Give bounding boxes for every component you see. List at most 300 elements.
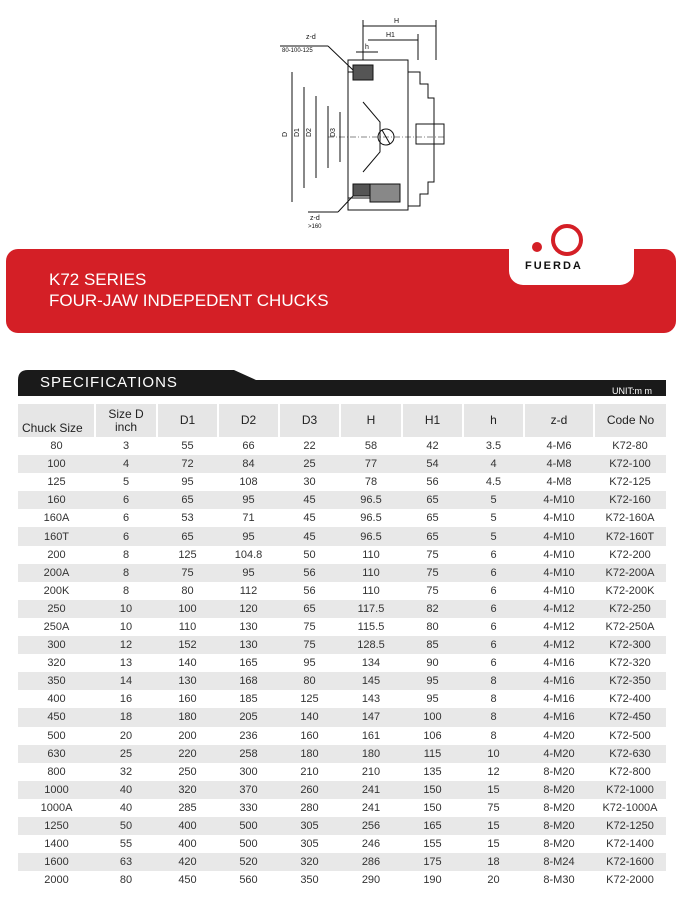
table-cell: 115 — [402, 745, 463, 763]
table-cell: 40 — [95, 781, 157, 799]
table-cell: 104.8 — [234, 548, 263, 561]
table-cell: 135 — [423, 765, 442, 778]
table-cell: 260 — [279, 781, 340, 799]
table-cell: 56 — [279, 564, 340, 582]
table-cell: 8 — [95, 564, 157, 582]
table-cell: 65 — [402, 491, 463, 509]
table-cell: 10 — [119, 620, 133, 633]
table-cell: 4-M20 — [543, 729, 575, 742]
table-cell: 800 — [47, 765, 66, 778]
table-cell: 75 — [487, 801, 500, 814]
table-cell: 12 — [95, 636, 157, 654]
table-cell: 130 — [218, 636, 279, 654]
table-cell: 190 — [423, 874, 442, 887]
header-zd: z-d — [524, 404, 594, 437]
table-cell: 8-M24 — [524, 853, 594, 871]
table-cell: 4-M8 — [546, 476, 572, 489]
table-cell: 4-M12 — [543, 620, 575, 633]
table-cell: 4-M16 — [543, 657, 575, 670]
table-row — [18, 564, 666, 582]
table-cell: 4-M10 — [543, 584, 575, 597]
table-cell: 10 — [463, 745, 524, 763]
table-cell: 200 — [47, 548, 66, 561]
table-cell: 8 — [490, 729, 497, 742]
table-cell: 320 — [157, 781, 218, 799]
table-cell: 30 — [303, 476, 316, 489]
table-cell: K72-2000 — [606, 874, 654, 887]
header-d3: D3 — [279, 404, 340, 437]
table-cell: 4 — [95, 455, 157, 473]
dim-D1-label: D1 — [294, 128, 301, 137]
table-cell: 286 — [340, 853, 402, 871]
table-cell: 450 — [18, 708, 95, 726]
table-cell: 125 — [300, 693, 319, 706]
table-cell: 110 — [340, 564, 402, 582]
table-cell: 160A — [43, 512, 70, 525]
table-cell: 75 — [279, 636, 340, 654]
table-cell: 185 — [239, 693, 258, 706]
table-cell: K72-160A — [605, 512, 655, 525]
table-cell: 96.5 — [340, 491, 402, 509]
table-cell: 32 — [119, 765, 133, 778]
table-cell: 630 — [18, 745, 95, 763]
table-cell: 4-M12 — [524, 600, 594, 618]
table-cell: 95 — [181, 476, 194, 489]
table-cell: 75 — [426, 548, 439, 561]
table-cell: 110 — [362, 584, 380, 597]
table-cell: K72-400 — [609, 693, 651, 706]
table-cell: K72-100 — [594, 455, 666, 473]
table-cell: 370 — [218, 781, 279, 799]
table-cell: 6 — [490, 657, 497, 670]
header-code-no: Code No — [594, 404, 666, 437]
table-cell: 250A — [43, 620, 70, 633]
table-cell: 130 — [157, 672, 218, 690]
table-cell: K72-160 — [594, 491, 666, 509]
dim-D2-label: D2 — [306, 128, 313, 137]
table-cell: 66 — [242, 440, 255, 453]
table-cell: 80 — [279, 672, 340, 690]
table-cell: 4-M12 — [524, 636, 594, 654]
table-cell: 115.5 — [357, 620, 385, 633]
dim-H-label: H — [394, 18, 400, 25]
table-cell: 147 — [340, 708, 402, 726]
table-row — [18, 745, 666, 763]
table-cell: 180 — [340, 745, 402, 763]
table-cell: 45 — [279, 527, 340, 545]
table-row — [18, 817, 666, 835]
table-cell: 8-M20 — [524, 781, 594, 799]
table-cell: 1000 — [18, 781, 95, 799]
table-cell: 6 — [122, 512, 130, 525]
table-cell: 3 — [122, 440, 130, 453]
dim-H1-label: H1 — [386, 32, 395, 39]
table-cell: 82 — [402, 600, 463, 618]
table-cell: 75 — [402, 564, 463, 582]
zd-top-range-label: 80-100-125 — [282, 48, 313, 54]
header-h-small: h — [463, 404, 524, 437]
table-row — [18, 654, 666, 672]
table-cell: 6 — [463, 564, 524, 582]
table-cell: 300 — [239, 765, 258, 778]
table-cell: 80 — [181, 584, 194, 597]
table-row — [18, 763, 666, 781]
table-cell: 12 — [487, 765, 500, 778]
table-cell: 420 — [157, 853, 218, 871]
table-cell: 6 — [463, 600, 524, 618]
table-cell: 80 — [50, 440, 63, 453]
table-cell: K72-800 — [609, 765, 651, 778]
table-cell: K72-160T — [594, 527, 666, 545]
table-cell: 160 — [18, 491, 95, 509]
table-cell: 210 — [300, 765, 319, 778]
table-cell: 95 — [426, 693, 439, 706]
table-cell: 520 — [218, 853, 279, 871]
table-cell: 400 — [157, 817, 218, 835]
zd-bottom-label: z-d — [310, 215, 320, 222]
series-title: K72 SERIES — [49, 270, 147, 289]
table-cell: 6 — [490, 548, 497, 561]
table-cell: 8 — [463, 672, 524, 690]
table-cell: 236 — [239, 729, 258, 742]
table-cell: 330 — [239, 801, 258, 814]
table-row — [18, 618, 666, 636]
table-row — [18, 690, 666, 708]
table-cell: 4-M16 — [524, 708, 594, 726]
table-cell: 140 — [178, 657, 197, 670]
table-cell: 500 — [218, 817, 279, 835]
table-cell: K72-125 — [609, 476, 651, 489]
table-cell: K72-300 — [594, 636, 666, 654]
table-cell: 450 — [178, 874, 197, 887]
table-cell: 350 — [18, 672, 95, 690]
table-cell: 4-M16 — [524, 672, 594, 690]
table-row — [18, 853, 666, 871]
table-cell: 78 — [364, 476, 378, 489]
table-cell: 13 — [119, 657, 133, 670]
table-cell: 155 — [423, 838, 442, 851]
table-cell: 16 — [119, 693, 133, 706]
table-cell: 53 — [181, 512, 194, 525]
table-row — [18, 527, 666, 545]
table-cell: K72-320 — [609, 657, 651, 670]
table-row — [18, 473, 666, 491]
table-cell: 55 — [119, 838, 133, 851]
table-cell: 110 — [178, 620, 197, 633]
table-row — [18, 636, 666, 654]
table-cell: 168 — [218, 672, 279, 690]
table-cell: 500 — [239, 838, 258, 851]
unit-label: UNIT:m m — [612, 386, 652, 396]
table-cell: 280 — [300, 801, 319, 814]
table-cell: 175 — [402, 853, 463, 871]
table-cell: 300 — [18, 636, 95, 654]
table-cell: 112 — [239, 584, 258, 597]
table-cell: 50 — [95, 817, 157, 835]
table-cell: 22 — [303, 440, 316, 453]
table-cell: 80 — [426, 620, 439, 633]
table-cell: 246 — [361, 838, 381, 851]
zd-top-label: z-d — [306, 34, 316, 41]
table-cell: 500 — [47, 729, 66, 742]
table-cell: 4.5 — [485, 476, 502, 489]
table-cell: 143 — [361, 693, 381, 706]
table-cell: K72-450 — [594, 708, 666, 726]
table-cell: 117.5 — [340, 600, 402, 618]
table-cell: 2000 — [44, 874, 69, 887]
table-cell: 180 — [279, 745, 340, 763]
table-cell: 15 — [463, 817, 524, 835]
table-cell: 320 — [279, 853, 340, 871]
table-cell: 65 — [157, 491, 218, 509]
table-cell: 6 — [463, 636, 524, 654]
table-cell: K72-80 — [612, 440, 648, 453]
table-cell: 65 — [426, 512, 439, 525]
table-cell: 140 — [279, 708, 340, 726]
table-cell: 4-M10 — [524, 564, 594, 582]
table-cell: 45 — [279, 491, 340, 509]
table-cell: 134 — [361, 657, 381, 670]
table-cell: 54 — [402, 455, 463, 473]
table-cell: 42 — [426, 440, 439, 453]
table-row — [18, 582, 666, 600]
table-cell: 250 — [18, 600, 95, 618]
table-header-row — [18, 404, 666, 437]
table-cell: 100 — [18, 455, 95, 473]
table-cell: 205 — [218, 708, 279, 726]
table-cell: 256 — [340, 817, 402, 835]
table-cell: 18 — [95, 708, 157, 726]
table-cell: 8 — [490, 693, 497, 706]
table-cell: K72-200K — [605, 584, 655, 597]
table-cell: 5 — [490, 512, 497, 525]
table-cell: 8-M20 — [543, 801, 575, 814]
table-cell: 8-M20 — [543, 838, 575, 851]
table-cell: 150 — [402, 781, 463, 799]
table-row — [18, 437, 666, 455]
table-cell: 220 — [157, 745, 218, 763]
table-cell: 258 — [218, 745, 279, 763]
table-cell: 400 — [47, 693, 66, 706]
logo-dot-icon — [532, 242, 542, 252]
table-cell: 4-M10 — [543, 512, 575, 525]
table-cell: 20 — [487, 874, 500, 887]
table-row — [18, 727, 666, 745]
table-cell: 14 — [95, 672, 157, 690]
table-cell: 200K — [43, 584, 70, 597]
table-cell: 290 — [361, 874, 381, 887]
table-cell: 71 — [242, 512, 255, 525]
table-row — [18, 871, 666, 889]
logo-ring-icon — [551, 224, 583, 256]
table-cell: 75 — [426, 584, 439, 597]
table-cell: K72-630 — [594, 745, 666, 763]
table-row — [18, 781, 666, 799]
table-cell: 95 — [402, 672, 463, 690]
table-cell: 130 — [239, 620, 258, 633]
table-cell: 6 — [490, 584, 497, 597]
table-cell: 125 — [47, 476, 66, 489]
header-h: H — [340, 404, 402, 437]
table-cell: K72-350 — [594, 672, 666, 690]
table-cell: 58 — [364, 440, 378, 453]
table-cell: 8-M20 — [524, 817, 594, 835]
header-size-d: Size D inch — [95, 404, 157, 437]
header-chuck-size: Chuck Size — [18, 404, 95, 437]
table-cell: 55 — [181, 440, 194, 453]
table-cell: 95 — [218, 564, 279, 582]
specifications-header — [18, 370, 666, 396]
dim-D-label: D — [282, 131, 289, 137]
table-cell: 400 — [178, 838, 197, 851]
header-h1: H1 — [402, 404, 463, 437]
table-cell: 100 — [402, 708, 463, 726]
table-cell: K72-500 — [609, 729, 651, 742]
table-cell: 110 — [362, 548, 380, 561]
table-cell: 160 — [178, 693, 197, 706]
table-body — [18, 437, 666, 889]
table-cell: 96.5 — [340, 527, 402, 545]
table-cell: 63 — [95, 853, 157, 871]
table-cell: 241 — [361, 801, 381, 814]
table-cell: 15 — [487, 838, 500, 851]
table-cell: 120 — [218, 600, 279, 618]
specifications-title: SPECIFICATIONS — [40, 374, 178, 391]
table-cell: 50 — [303, 548, 316, 561]
table-cell: 3.5 — [485, 440, 502, 453]
table-cell: 6 — [95, 491, 157, 509]
table-cell: 210 — [361, 765, 381, 778]
table-cell: 180 — [157, 708, 218, 726]
table-cell: 45 — [303, 512, 316, 525]
table-cell: 8-M20 — [543, 765, 575, 778]
table-cell: 95 — [303, 657, 316, 670]
table-cell: 150 — [423, 801, 442, 814]
table-cell: K72-1600 — [594, 853, 666, 871]
table-cell: 560 — [239, 874, 258, 887]
dim-D3-label: D3 — [330, 128, 337, 137]
table-cell: 160 — [300, 729, 319, 742]
table-cell: 8-M30 — [543, 874, 575, 887]
dim-h-label: h — [365, 44, 369, 51]
table-cell: 5 — [463, 491, 524, 509]
table-cell: 200 — [178, 729, 197, 742]
table-row — [18, 799, 666, 817]
table-cell: 4-M6 — [546, 440, 572, 453]
table-cell: 128.5 — [340, 636, 402, 654]
table-cell: 108 — [239, 476, 258, 489]
table-cell: 80 — [119, 874, 133, 887]
table-row — [18, 455, 666, 473]
table-cell: 8 — [122, 584, 130, 597]
table-row — [18, 672, 666, 690]
table-cell: 85 — [402, 636, 463, 654]
table-cell: 90 — [426, 657, 439, 670]
table-cell: 100 — [157, 600, 218, 618]
chuck-technical-drawing — [268, 12, 448, 234]
table-cell: 5 — [122, 476, 130, 489]
table-cell: K72-1000 — [594, 781, 666, 799]
table-cell: 4-M10 — [524, 527, 594, 545]
table-cell: 106 — [423, 729, 442, 742]
table-cell: 160T — [18, 527, 95, 545]
table-cell: 40 — [119, 801, 133, 814]
table-cell: 18 — [463, 853, 524, 871]
table-cell: 285 — [178, 801, 197, 814]
table-cell: 4-M16 — [543, 693, 575, 706]
table-row — [18, 546, 666, 564]
zd-bottom-range-label: >160 — [308, 224, 322, 230]
table-row — [18, 835, 666, 853]
table-cell: 8 — [463, 708, 524, 726]
table-cell: K72-1000A — [602, 801, 658, 814]
table-cell: 145 — [340, 672, 402, 690]
table-cell: K72-250 — [594, 600, 666, 618]
specifications-table — [18, 404, 666, 889]
table-cell: 4-M10 — [524, 491, 594, 509]
table-cell: 96.5 — [360, 512, 382, 525]
table-cell: 350 — [300, 874, 319, 887]
table-cell: 95 — [218, 527, 279, 545]
header-d1: D1 — [157, 404, 218, 437]
table-cell: 320 — [47, 657, 66, 670]
table-cell: 95 — [218, 491, 279, 509]
table-cell: K72-250A — [605, 620, 655, 633]
table-cell: 56 — [303, 584, 316, 597]
series-subtitle: FOUR-JAW INDEPEDENT CHUCKS — [49, 291, 329, 310]
table-cell: 65 — [157, 527, 218, 545]
table-cell: 305 — [279, 817, 340, 835]
table-cell: 4-M10 — [543, 548, 575, 561]
table-cell: 4-M8 — [524, 455, 594, 473]
table-cell: 250 — [178, 765, 197, 778]
table-cell: 4-M20 — [524, 745, 594, 763]
table-cell: 305 — [300, 838, 319, 851]
table-cell: 1250 — [18, 817, 95, 835]
table-cell: 152 — [157, 636, 218, 654]
table-cell: 241 — [340, 781, 402, 799]
table-cell: K72-1400 — [606, 838, 654, 851]
table-cell: 72 — [157, 455, 218, 473]
table-cell: K72-1250 — [594, 817, 666, 835]
table-cell: 75 — [303, 620, 316, 633]
table-row — [18, 491, 666, 509]
table-cell: K72-200 — [609, 548, 651, 561]
table-cell: 84 — [218, 455, 279, 473]
table-cell: 125 — [178, 548, 197, 561]
table-cell: 8 — [122, 548, 130, 561]
table-cell: 25 — [95, 745, 157, 763]
table-row — [18, 600, 666, 618]
table-cell: 65 — [279, 600, 340, 618]
table-cell: 10 — [95, 600, 157, 618]
table-cell: 65 — [402, 527, 463, 545]
table-cell: 5 — [463, 527, 524, 545]
table-cell: 20 — [119, 729, 133, 742]
table-cell: 1600 — [18, 853, 95, 871]
table-cell: K72-200A — [594, 564, 666, 582]
table-cell: 200A — [18, 564, 95, 582]
table-cell: 165 — [402, 817, 463, 835]
table-cell: 1000A — [40, 801, 73, 814]
table-cell: 6 — [490, 620, 497, 633]
table-cell: 4 — [463, 455, 524, 473]
table-cell: 15 — [463, 781, 524, 799]
table-cell: 75 — [157, 564, 218, 582]
table-row — [18, 708, 666, 726]
brand-logo-text: FUERDA — [525, 260, 583, 272]
table-cell: 161 — [361, 729, 381, 742]
